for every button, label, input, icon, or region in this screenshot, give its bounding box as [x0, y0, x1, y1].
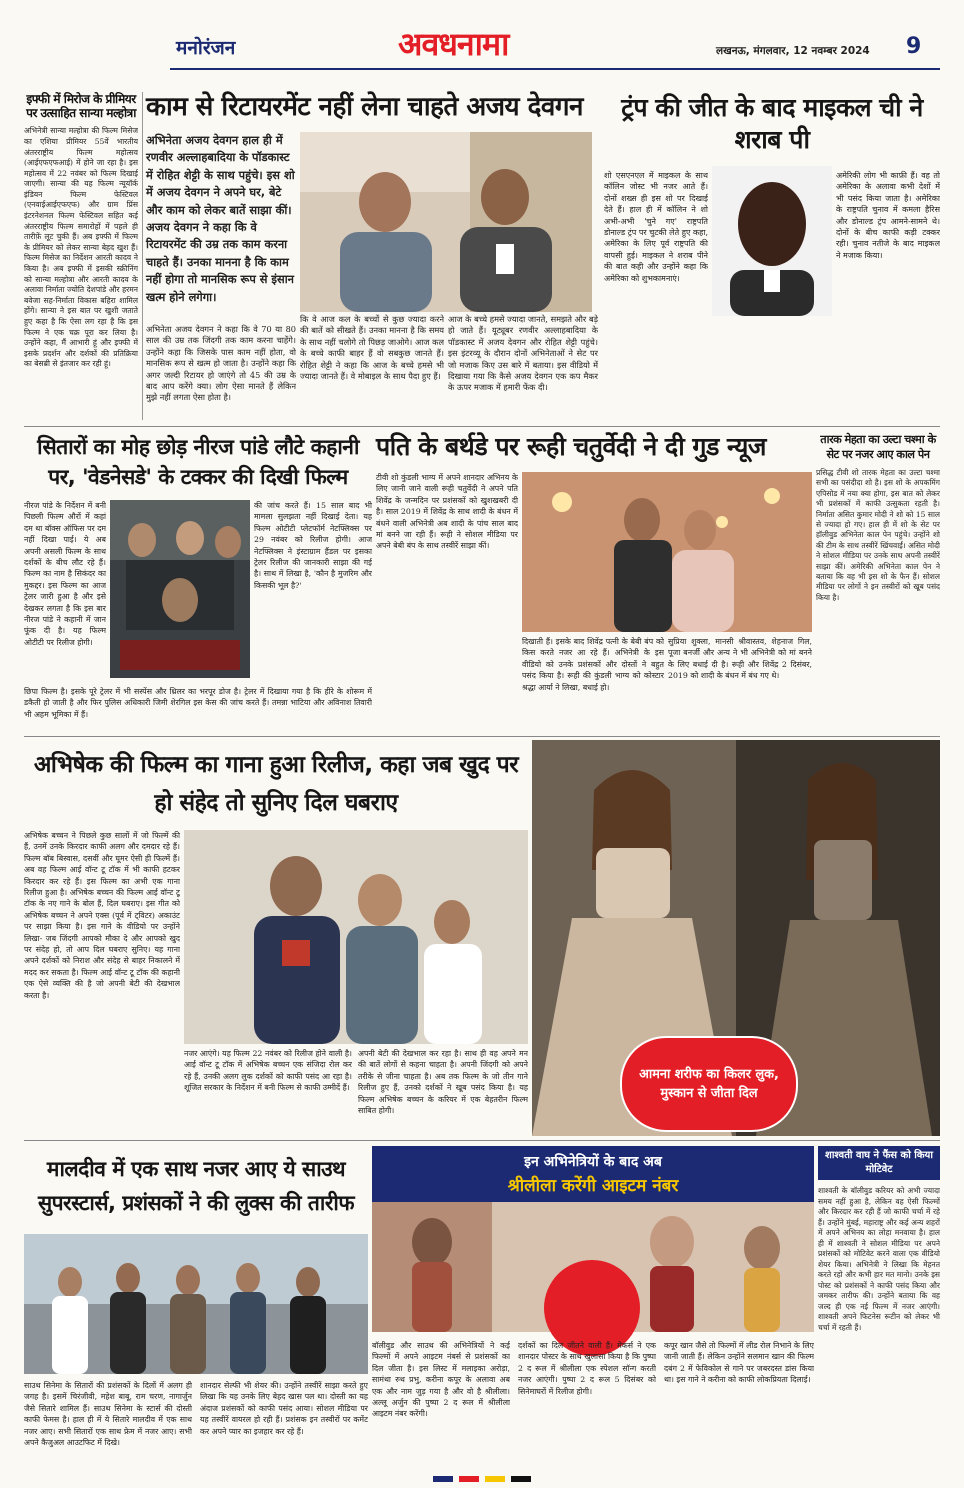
article-body: प्रसिद्ध टीवी शो तारक मेहता का उल्टा चश्मा सभी का पसंदीदा शो है। इस शो के अपकमिंग एपिसोड में नया क्या होगा, इस बात को लेकर भी प्रशंसकों में काफी उत्सुकता रहती है। निर्माता असित कुमार मोदी ने शो को 15 साल से ज्यादा हो गए। हाल ही में शो के सेट पर हॉलीवुड अभिनेता काल पेन पहुंचे। उन्होंने शो की टीम के साथ तस्वीरें खिंचवाईं। असित मोदी ने सोशल मीडिया पर उनके साथ अपनी तस्वीरें साझा कीं। अमेरिकी अभिनेता काल पेन ने बताया कि वह भी इस शो के फैन हैं। सोशल मीडिया पर लोगों ने इन तस्वीरों को खूब पसंद किया है।: [816, 468, 940, 602]
article-body-3: छिपा फिल्म है। इसके पूरे ट्रेलर में भी सस्पेंस और थ्रिलर का भरपूर डोज है। ट्रेलर में दिखाया गया है कि हीरे के शोरूम में डकैती हो जाती है और फिर पुलिस अधिकारी जिमी शेरगिल इस केस की जांच करते हैं। तमन्ना भाटिया और अविनाश तिवारी भी अहम भूमिका में हैं।: [24, 687, 372, 719]
banner: [372, 1146, 814, 1202]
ajay-rohit-photo: [300, 132, 592, 312]
headline: तारक मेहता का उल्टा चश्मा के सेट पर नजर आए काल पेन: [820, 433, 936, 461]
article-body-2: की जांच करते हैं। 15 साल बाद भी मामला सुलझता नहीं दिखाई देता। यह फिल्म ओटीटी प्लेटफॉर्म नेटफ्लिक्स पर 29 नवंबर को रिलीज होगी। आज नेटफ्लिक्स ने इंस्टाग्राम हैंडल पर इसका ट्रेलर रिलीज की जानकारी साझा की गई है। साथ में लिखा है, 'कौन है मुजरिम और किसकी भूल है?': [254, 501, 372, 590]
headline: पति के बर्थडे पर रूही चतुर्वेदी ने दी गुड न्यूज: [376, 432, 766, 461]
article-body-1: अभिनेता अजय देवगन ने कहा कि वे 70 या 80 साल की उम्र तक जिंदगी तक काम करना चाहेंगे। उन्होंने कहा कि जिसके पास काम नहीं होता, वो मानसिक रूप से खत्म हो जाता है। उन्होंने कहा कि अगर जल्दी रिटायर हो जाएंगे तो 45 की उम्र के बाद आप करेंगे क्या। लोग ऐसा मानते हैं लेकिन मुझे नहीं लगता ऐसा होता है।: [146, 324, 296, 403]
horizontal-rule: [24, 1140, 940, 1141]
article-body-1: नीरज पांडे के निर्देशन में बनी पिछली फिल्म औरों में कहां दम था बॉक्स ऑफिस पर दम नहीं दिखा पाई। ये अब अपनी असली फिल्म के साथ दर्शकों के बीच लौट रहे हैं। फिल्म का नाम है सिकंदर का मुकद्दर। इस फिल्म का आज ट्रेलर जारी हुआ है और इसे देखकर लगता है कि इस बार नीरज पांडे ने कहानी में जान फूंक दी है। यह फिल्म ओटीटी पर रिलीज होगी।: [24, 501, 106, 647]
headline: इफ्फी में मिरोज के प्रीमियर पर उत्साहित सान्या मल्होत्रा: [26, 92, 136, 121]
article-body-2: नजर आएंगे। यह फिल्म 22 नवंबर को रिलीज होने वाली है। आई वॉन्ट टू टॉक में अभिषेक बच्चन एक संजिदा रोल कर रहे हैं, उनकी अलग लुक दर्शकों को काफी पसंद आ रहा है। शूजित सरकार के निर्देशन में बनी फिल्म से काफी उम्मीदें हैं।: [184, 1049, 352, 1093]
sikandar-poster-photo: [110, 500, 250, 678]
headline: काम से रिटायरमेंट नहीं लेना चाहते अजय देवगन: [146, 92, 583, 122]
bottom-color-strip: [0, 1476, 964, 1482]
dateline: लखनऊ, मंगलवार, 12 नवम्बर 2024: [716, 45, 870, 57]
headline: ट्रंप की जीत के बाद माइकल ची ने शराब पी: [621, 93, 923, 154]
south-stars-photo: [24, 1234, 368, 1374]
article-body-3: अपनी बेटी की देखभाल कर रहा है। साथ ही वह अपने मन की बातें लोगों से कहना चाहता है। अपनी जिंदगी को अपने तरीके से जीना चाहता है। अब तक फिल्म के जो तीन गाने रिलीज हुए हैं, उनको दर्शकों ने खूब पसंद किया है। यह फिल्म अभिषेक बच्चन के करियर में एक बेहतरीन फिल्म साबित होगी।: [358, 1049, 528, 1116]
headline-box: [818, 1146, 940, 1180]
article-shashwati: [818, 1146, 940, 1468]
callout-text: आमना शरीफ का किलर लुक, मुस्कान से जीता दिल: [639, 1067, 779, 1101]
article-body-2: दिखाती हैं। इसके बाद शिवेंद्र पत्नी के बेबी बंप को किस करते नजर आ रहे हैं। अभिनेत्री के इस वीडियो को उनके प्रशंसकों और दोस्तों ने बहुत पसंद किया है। रूही की कुंडली भाग्य को कोस्टार श्रद्धा आर्या ने लिखा, बधाई हो।: [522, 637, 664, 692]
article-body-2: दर्शकों का दिल जीतने वाली हैं। मेकर्स ने एक शानदार पोस्टर के साथ खुलासा किया है कि पुष्पा 2 द रूल में श्रीलीला एक स्पेशल सॉन्ग करती नजर आएंगी। पुष्पा 2 द रूल 5 दिसंबर को सिनेमाघरों में रिलीज होगी।: [518, 1341, 656, 1396]
column-divider: [142, 92, 143, 420]
article-body-1: शो एसएनएल में माइकल के साथ कॉलिन जोस्ट भी नजर आते हैं। दोनों शख्स ही इस शो पर दिखाई देते हैं। हाल ही में कॉलिन ने शो अभी-अभी 'चुने गए' राष्ट्रपति डोनाल्ड ट्रंप पर चुटकी लेते हुए कहा, अमेरिका के लिए पूर्व राष्ट्रपति की वापसी हुई। माइकल ने शराब पीने की बात कही और उन्होंने कहा कि अमेरिका को शुभकामनाएं।: [604, 171, 708, 283]
headline: मालदीव में एक साथ नजर आए ये साउथ सुपरस्टार्स, प्रशंसकों ने की लुक्स की तारीफ: [37, 1157, 355, 1215]
article-michael-che: [604, 92, 940, 422]
article-ruhi: [376, 432, 812, 734]
michael-che-photo: [712, 166, 832, 316]
masthead-rule: [170, 68, 940, 70]
article-sreeleela: [372, 1146, 814, 1468]
article-body-1: बॉलीवुड और साउथ की अभिनेत्रियों ने कई फिल्मों में अपने आइटम नंबर्स से प्रशंसकों का दिल जीता है। इस लिस्ट में मलाइका अरोड़ा, सामंथा रुथ प्रभु, करीना कपूर के अलावा अब एक और नाम जुड़ गया है और वो है श्रीलीला। अल्लू अर्जुन की पुष्पा 2 द रूल में श्रीलीला आइटम नंबर करेंगी।: [372, 1341, 510, 1419]
article-body-2: कि वे आज कल के बच्चों से कुछ ज्यादा करने की बातें को सीखते हैं। उनका मानना है कि समय के साथ नहीं चलोगे तो पिछड़ जाओगे। आज कल के बच्चे काफी बाहर हैं वो सबकुछ जानते हैं। रोहित शेट्टी ने कहा कि आज के बच्चे हमसे भी ज्यादा जानते हैं। वे मोबाइल के साथ पैदा हुए हैं।: [300, 314, 444, 382]
article-abhishek: [24, 740, 528, 1116]
horizontal-rule: [24, 426, 940, 427]
section-label: मनोरंजन: [176, 37, 236, 59]
headline: अभिषेक की फिल्म का गाना हुआ रिलीज, कहा जब खुद पर हो संहेद तो सुनिए दिल घबराए: [33, 752, 519, 816]
horizontal-rule: [24, 736, 940, 737]
page-number: 9: [906, 34, 922, 59]
article-south-stars: [24, 1146, 368, 1468]
headline: शाश्वती वाघ ने फैंस को किया मोटिवेट: [825, 1150, 933, 1175]
banner-line-1: इन अभिनेत्रियों के बाद अब: [524, 1154, 662, 1170]
article-sanya: [24, 92, 138, 426]
article-body-1: टीवी शो कुंडली भाग्य में अपने शानदार अभिनय के लिए जानी जाने वाली रूही चतुर्वेदी ने अपने पति शिवेंद्र के जन्मदिन पर प्रशंसकों को खुशखबरी दी है। साल 2019 में शिवेंद्र के साथ शादी के बंधन में बंधने वाली अभिनेत्री अब शादी के पांच साल बाद मां बनने जा रही हैं। रूही ने सोशल मीडिया पर अपने बेबी बंप के साथ तस्वीरें साझा कीं।: [376, 473, 518, 551]
article-body-1: अभिषेक बच्चन ने पिछले कुछ सालों में जो फिल्में की हैं, उनमें उनके किरदार काफी अलग और दमदार रहे हैं। फिल्म बॉब बिस्वास, दसवीं और घूमर ऐसी ही फिल्में हैं। अब वह फिल्म आई वॉन्ट टू टॉक में भी काफी हटकर किरदार कर रहे हैं। इस फिल्म का अभी एक गाना रिलीज हुआ है। अभिषेक बच्चन की फिल्म आई वॉन्ट टू टॉक के नए गाने के बोल हैं, दिल घबराए। इस गीत को अभिषेक बच्चन ने अपने एक्स (पूर्व में ट्विटर) अकाउंट पर साझा किया है। इस गाने के वीडियो पर उन्होंने लिखा- जब जिंदगी आपको मौका दे और आपको खुद पर संदेह हो, तो आप दिल घबराए सुनिए। यह गाना अपने दर्शकों को निराश और संदेह से बाहर निकालने में मदद कर सकता है। फिल्म आई वॉन्ट टू टॉक की कहानी एक ऐसे व्यक्ति की है जो अपनी बेटी की देखभाल करता है।: [24, 831, 180, 1000]
article-ajay: [146, 92, 600, 422]
article-neeraj-pandey: [24, 432, 372, 732]
aamna-callout: [620, 1036, 798, 1132]
article-body: शाश्वती के बॉलीवुड करियर को अभी ज्यादा समय नहीं हुआ है, लेकिन वह ऐसी फिल्मों और किरदार कर रही हैं जो काफी चर्चा में रहे हैं। उन्होंने मुंबई, महाराष्ट्र और कई अन्य शहरों में अपने अभिनय का लोहा मनवाया है। हाल ही में शाश्वती ने सोशल मीडिया पर अपने प्रशंसकों को मोटिवेट करने वाला एक वीडियो शेयर किया। अभिनेत्री ने लिखा कि मेहनत करते रहो और कभी हार मत मानो। उनके इस पोस्ट को प्रशंसकों ने काफी पसंद किया और जमकर तारीफ की। उन्होंने बताया कि वह जल्द ही एक नई फिल्म में नजर आएंगी। शाश्वती अपने फिटनेस रूटीन को लेकर भी चर्चा में रहती हैं।: [818, 1186, 940, 1332]
article-body-3: आज के बच्चे हमसे ज्यादा जानते, समझते और बड़े हो जाते हैं। यूट्यूबर रणवीर अल्लाहबादिया के पॉडकास्ट में अजय देवगन और रोहित शेट्टी पहुंचे। इस इंटरव्यू के दौरान दोनों अभिनेताओं ने सेट पर जो मजाक किए उस बारे में बताया। इस वीडियो में दिखाया गया कि कैसे अजय देवगन एक कप मैकर के ऊपर मजाक में हमारी फेंक दी।: [448, 314, 598, 393]
abhishek-family-photo: [184, 830, 528, 1044]
ruhi-couple-photo: [522, 472, 812, 632]
masthead-logo: [398, 22, 580, 66]
article-body-2: शानदार सेल्फी भी शेयर की। उन्होंने तस्वीरें साझा करते हुए लिखा कि यह उनके लिए बेहद खास पल था। दोस्ती का यह अंदाज प्रशंसकों को काफी पसंद आया। सोशल मीडिया पर यह तस्वीरें वायरल हो रही हैं। प्रशंसक इन तस्वीरों पर कमेंट कर अपने प्यार का इजहार कर रहे हैं।: [200, 1381, 368, 1436]
article-kal-penn: [816, 432, 940, 728]
headline: सितारों का मोह छोड़ नीरज पांडे लौटे कहानी पर, 'वेडनेसडे' के टक्कर की दिखी फिल्म: [37, 435, 359, 489]
article-body-3: सुप्रिया शुक्ला, मानसी श्रीवास्तव, शेहनाज गिल, पूजा बनर्जी और अन्य ने भी अभिनेत्री को मां बनने के लिए बधाई दी है। रूही और शिवेंद्र 2 दिसंबर, 2019 को शादी के बंधन में बंध गए थे।: [668, 637, 812, 681]
deck-text: अभिनेता अजय देवगन हाल ही में रणवीर अल्लाहबादिया के पॉडकास्ट में रोहित शेट्टी के साथ पहुंचे। इस शो में अजय देवगन ने अपने घर, बेटे और काम को लेकर बातें साझा कीं। अजय देवगन ने कहा कि वे रिटायरमेंट की उम्र तक काम करना चाहते हैं। उनका मानना है कि काम नहीं होगा तो मानसिक रूप से इंसान खत्म होने लगेगा।: [146, 133, 295, 304]
article-body-2: अमेरिकी लोग भी काफ़ी हैं। वह तो अमेरिका के अलावा कभी देशों में भी पसंद किया जाता है। अमेरिका के राष्ट्रपति चुनाव में कमला हैरिस और डोनाल्ड ट्रंप आमने-सामने थे। दोनों के बीच काफी कड़ी टक्कर रही। चुनाव नतीजे के बाद माइकल ने मजाक किया।: [836, 171, 940, 260]
logo-text: अवधनामा: [398, 25, 509, 63]
article-body: अभिनेत्री सान्या मल्होत्रा की फिल्म मिसेज का एशिया प्रीमियर 55वें भारतीय अंतरराष्ट्रीय फिल्म महोत्सव (आईएफएफआई) में होने जा रहा है। इस महोत्सव में 22 नवंबर को फिल्म दिखाई जाएगी। सान्या की यह फिल्म न्यूयॉर्क इंडियन फिल्म फेस्टिवल (एनवाईआईएफएफ) और ग्राम प्रिंस इंटरनेशनल फिल्म फेस्टिवल सहित कई अंतरराष्ट्रीय फिल्म समारोहों में पहले ही तारीफ़ें लूट चुकी हैं। अब इफ्फी में फिल्म के प्रीमियर को लेकर सान्या बेहद खुश हैं। फिल्म मिसेज का निर्देशन आरती कादव ने किया है। अब इफ्फी में इसकी स्क्रीनिंग को सान्या मल्होत्रा और आरती कादव के अलावा निर्माता ज्योति देशपांडे और हरमन बवेजा सह-निर्माता विकास बहिरा शामिल होंगे। सान्या ने इस बात पर खुशी जताते हुए कहा है कि ऐसा लग रहा है कि इस फिल्म ने एक चक्र पूरा कर लिया है। उन्होंने कहा, मैं आभारी हूं और इफ्फी में इसके प्रदर्शन और दर्शकों की प्रतिक्रिया का बेसब्री से इंतजार कर रही हूं।: [24, 126, 138, 369]
banner-line-2: श्रीलीला करेंगी आइटम नंबर: [507, 1176, 679, 1196]
article-body-1: साउथ सिनेमा के सितारों की प्रशंसकों के दिलों में अलग ही जगह है। इसमें चिरंजीवी, महेश बाबू, राम चरण, नागार्जुन जैसे सितारे शामिल हैं। साउथ सिनेमा के स्टार्स की दोस्ती काफी फेमस है। हाल ही में ये सितारे मालदीव में एक साथ नजर आए। सभी सितारों एक साथ फ्रेम में नजर आए। सभी अपने कैजुअल आउटफिट में दिखे।: [24, 1381, 192, 1448]
masthead: [0, 0, 964, 84]
article-body-3: कपूर खान जैसे तो फिल्मों में लीड रोल निभाने के लिए जानी जाती हैं। लेकिन उन्होंने सलमान खान की फिल्म दबंग 2 में फेविकोल से गाने पर जबरदस्त डांस किया था। इस गाने ने करीना को काफी लोकप्रियता दिलाई।: [664, 1341, 814, 1385]
